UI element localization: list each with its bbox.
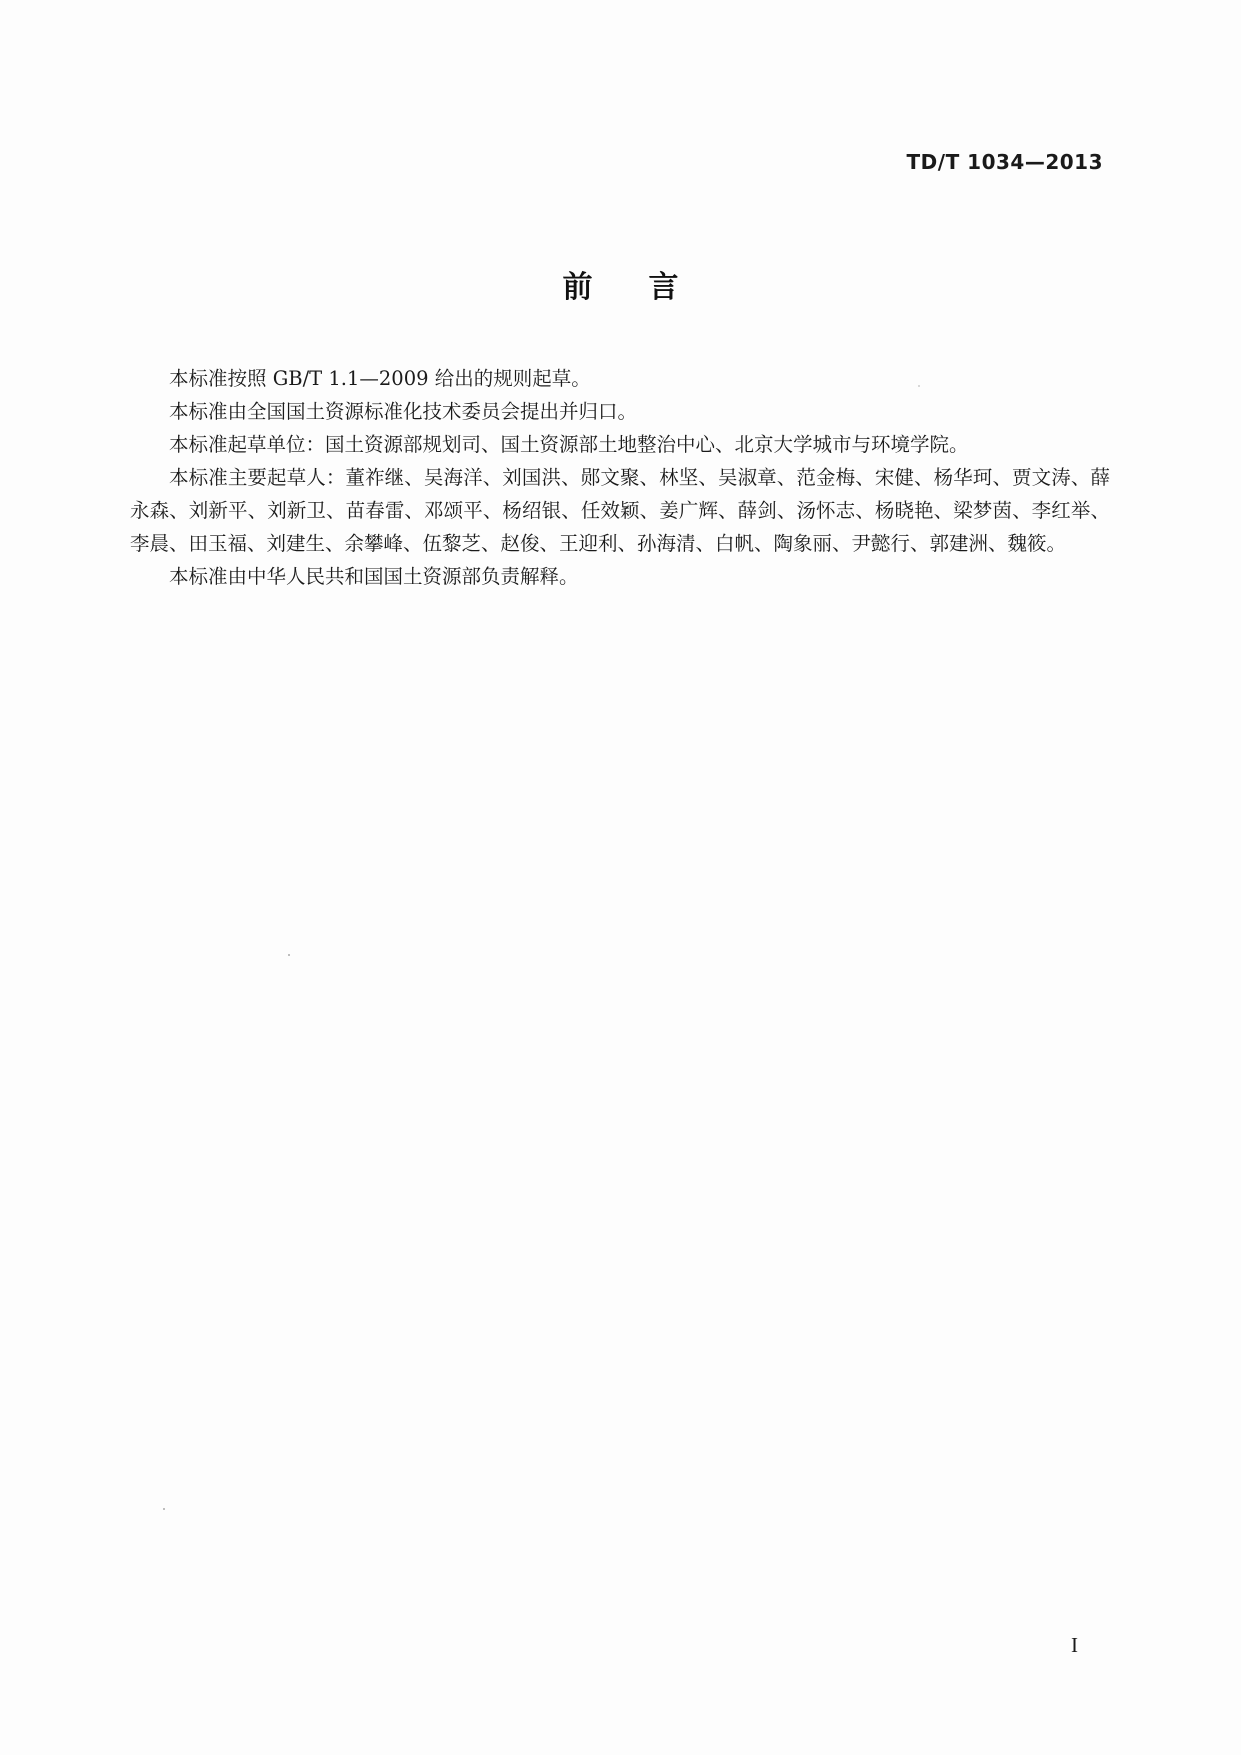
paragraph-main-drafters: 本标准主要起草人：董祚继、吴海洋、刘国洪、郧文聚、林坚、吴淑章、范金梅、宋健、杨华珂、贾文涛、薛永森、刘新平、刘新卫、苗春雷、邓颂平、杨绍银、任效颖、姜广辉、薛剑、汤怀志、杨晓艳、梁梦茵、李红举、李晨、田玉福、刘建生、余攀峰、伍黎芝、赵俊、王迎利、孙海清、白帆、陶象丽、尹懿行、郭建洲、魏筱。 <box>130 466 1110 555</box>
scan-speck <box>163 1508 165 1510</box>
paragraph-proposer: 本标准由全国国土资源标准化技术委员会提出并归口。 <box>169 400 638 423</box>
paragraph-drafting-units: 本标准起草单位：国土资源部规划司、国土资源部土地整治中心、北京大学城市与环境学院。 <box>169 433 969 456</box>
paragraph-interpretation: 本标准由中华人民共和国国土资源部负责解释。 <box>169 565 579 588</box>
page-title: 前言 <box>562 270 735 305</box>
paragraph-drafting-rules: 本标准按照 GB/T 1.1—2009 给出的规则起草。 <box>169 367 591 390</box>
foreword-body <box>130 362 1110 593</box>
page-number: I <box>1071 1633 1078 1657</box>
standard-code: TD/T 1034—2013 <box>906 150 1103 174</box>
scan-speck <box>918 385 920 387</box>
scan-speck <box>288 954 290 956</box>
